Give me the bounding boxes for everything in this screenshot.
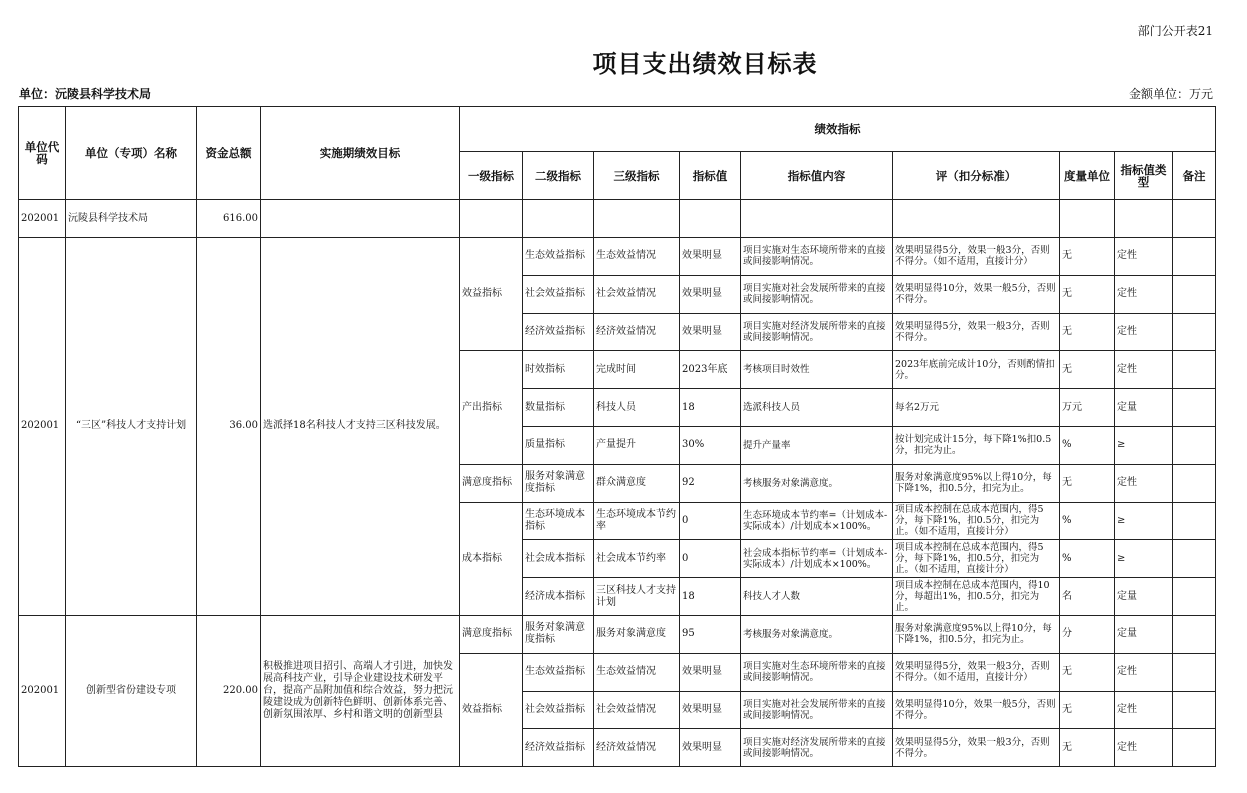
indicator-value: 18: [680, 578, 741, 616]
indicator-measure: 分: [1060, 615, 1115, 653]
indicator-remark: [1173, 351, 1216, 389]
indicator-measure: %: [1060, 540, 1115, 578]
indicator-measure: 无: [1060, 729, 1115, 767]
indicator-criteria: 项目成本控制在总成本范围内，得10分，每超出1%，扣0.5分，扣完为止。: [893, 578, 1060, 616]
indicator-criteria: 效果明显得5分，效果一般3分，否则不得分。（如不适用，直接计分）: [893, 653, 1060, 691]
indicator-remark: [1173, 389, 1216, 427]
indicator-measure: 无: [1060, 238, 1115, 276]
col-measure: 度量单位: [1060, 152, 1115, 200]
indicator-content: 考核项目时效性: [741, 351, 893, 389]
summary-total: 616.00: [197, 200, 261, 238]
indicator-vtype: ≥: [1115, 540, 1173, 578]
indicator-remark: [1173, 313, 1216, 351]
indicator-value: 效果明显: [680, 691, 741, 729]
indicator-criteria: 效果明显得5分，效果一般3分，否则不得分。: [893, 729, 1060, 767]
indicator-level2: 社会效益指标: [523, 691, 594, 729]
indicator-level2: 质量指标: [523, 426, 594, 464]
project-goal: 选派择18名科技人才支持三区科技发展。: [261, 238, 460, 616]
indicator-criteria: 项目成本控制在总成本范围内，得5分，每下降1%，扣0.5分，扣完为止。（如不适用，直接计分）: [893, 502, 1060, 540]
col-vtype: 指标值类型: [1115, 152, 1173, 200]
indicator-level2: 数量指标: [523, 389, 594, 427]
indicator-content: 生态环境成本节约率=（计划成本-实际成本）/计划成本×100%。: [741, 502, 893, 540]
indicator-value: 效果明显: [680, 238, 741, 276]
col-l1: 一级指标: [460, 152, 523, 200]
indicator-level2: 社会成本指标: [523, 540, 594, 578]
indicator-level3: 完成时间: [594, 351, 680, 389]
col-indicators: 绩效指标: [460, 107, 1216, 152]
project-code: 202001: [19, 238, 66, 616]
summary-name: 沅陵县科学技术局: [66, 200, 197, 238]
money-unit-label: 金额单位：万元: [1128, 87, 1213, 101]
col-total: 资金总额: [197, 107, 261, 200]
indicator-level3: 服务对象满意度: [594, 615, 680, 653]
indicator-level3: 群众满意度: [594, 464, 680, 502]
indicator-content: 项目实施对社会发展所带来的直接或间接影响情况。: [741, 691, 893, 729]
indicator-remark: [1173, 615, 1216, 653]
indicator-value: 30%: [680, 426, 741, 464]
indicator-measure: %: [1060, 426, 1115, 464]
indicator-level2: 生态效益指标: [523, 653, 594, 691]
indicator-measure: 名: [1060, 578, 1115, 616]
indicator-level3: 生态环境成本节约率: [594, 502, 680, 540]
indicator-value: 18: [680, 389, 741, 427]
project-total: 220.00: [197, 615, 261, 766]
indicator-remark: [1173, 238, 1216, 276]
indicator-content: 考核服务对象满意度。: [741, 615, 893, 653]
col-name: 单位（专项）名称: [66, 107, 197, 200]
indicator-value: 2023年底: [680, 351, 741, 389]
summary-code: 202001: [19, 200, 66, 238]
indicator-content: 科技人才人数: [741, 578, 893, 616]
indicator-value: 92: [680, 464, 741, 502]
indicator-criteria: 效果明显得5分，效果一般3分，否则不得分。: [893, 313, 1060, 351]
indicator-level3: 经济效益情况: [594, 313, 680, 351]
project-total: 36.00: [197, 238, 261, 616]
col-goal: 实施期绩效目标: [261, 107, 460, 200]
indicator-measure: 万元: [1060, 389, 1115, 427]
indicator-remark: [1173, 653, 1216, 691]
indicator-level1: 产出指标: [460, 351, 523, 464]
col-l2: 二级指标: [523, 152, 594, 200]
indicator-content: 社会成本指标节约率=（计划成本-实际成本）/计划成本×100%。: [741, 540, 893, 578]
indicator-remark: [1173, 578, 1216, 616]
indicator-criteria: 项目成本控制在总成本范围内，得5分，每下降1%，扣0.5分，扣完为止。（如不适用，直接计分）: [893, 540, 1060, 578]
indicator-row: [19, 238, 1216, 276]
indicator-level1: 满意度指标: [460, 615, 523, 653]
indicator-row: [19, 615, 1216, 653]
project-code: 202001: [19, 615, 66, 766]
indicator-value: 效果明显: [680, 653, 741, 691]
indicator-measure: 无: [1060, 691, 1115, 729]
indicator-content: 项目实施对生态环境所带来的直接或间接影响情况。: [741, 653, 893, 691]
indicator-content: 项目实施对经济发展所带来的直接或间接影响情况。: [741, 313, 893, 351]
indicator-vtype: 定性: [1115, 313, 1173, 351]
form-number: 部门公开表21: [1137, 24, 1213, 38]
indicator-content: 项目实施对生态环境所带来的直接或间接影响情况。: [741, 238, 893, 276]
indicator-level3: 社会成本节约率: [594, 540, 680, 578]
page-title: 项目支出绩效目标表: [592, 50, 818, 78]
indicator-vtype: 定性: [1115, 729, 1173, 767]
indicator-level2: 服务对象满意度指标: [523, 615, 594, 653]
indicator-criteria: 效果明显得10分，效果一般5分，否则不得分。: [893, 691, 1060, 729]
col-content: 指标值内容: [741, 152, 893, 200]
indicator-value: 95: [680, 615, 741, 653]
indicator-vtype: ≥: [1115, 426, 1173, 464]
indicator-level3: 社会效益情况: [594, 275, 680, 313]
indicator-vtype: 定性: [1115, 351, 1173, 389]
indicator-measure: 无: [1060, 464, 1115, 502]
indicator-vtype: 定性: [1115, 275, 1173, 313]
indicator-measure: 无: [1060, 313, 1115, 351]
project-name: 创新型省份建设专项: [66, 615, 197, 766]
indicator-level1: 效益指标: [460, 238, 523, 351]
unit-label: 单位：沅陵县科学技术局: [19, 87, 152, 101]
indicator-remark: [1173, 464, 1216, 502]
indicator-measure: 无: [1060, 275, 1115, 313]
indicator-vtype: 定性: [1115, 691, 1173, 729]
indicator-level3: 生态效益情况: [594, 653, 680, 691]
indicator-vtype: 定量: [1115, 389, 1173, 427]
indicator-level2: 生态效益指标: [523, 238, 594, 276]
indicator-vtype: 定量: [1115, 615, 1173, 653]
indicator-content: 项目实施对经济发展所带来的直接或间接影响情况。: [741, 729, 893, 767]
indicator-remark: [1173, 275, 1216, 313]
indicator-remark: [1173, 691, 1216, 729]
indicator-level1: 成本指标: [460, 502, 523, 615]
indicator-level3: 三区科技人才支持计划: [594, 578, 680, 616]
indicator-vtype: 定性: [1115, 238, 1173, 276]
indicator-level3: 生态效益情况: [594, 238, 680, 276]
indicator-value: 0: [680, 502, 741, 540]
indicator-criteria: 2023年底前完成计10分，否则酌情扣分。: [893, 351, 1060, 389]
project-goal: 积极推进项目招引、高端人才引进，加快发展高科技产业，引导企业建设技术研发平台，提高产品附加值和综合效益，努力把沅陵建设成为创新特色鲜明、创新体系完善、创新氛围浓厚、乡村和谐文明的创新型县: [261, 615, 460, 766]
indicator-criteria: 每名2万元: [893, 389, 1060, 427]
indicator-content: 项目实施对社会发展所带来的直接或间接影响情况。: [741, 275, 893, 313]
indicator-level3: 科技人员: [594, 389, 680, 427]
indicator-measure: 无: [1060, 351, 1115, 389]
indicator-criteria: 按计划完成计15分，每下降1%扣0.5分，扣完为止。: [893, 426, 1060, 464]
indicator-content: 选派科技人员: [741, 389, 893, 427]
col-l3: 三级指标: [594, 152, 680, 200]
indicator-content: 提升产量率: [741, 426, 893, 464]
indicator-remark: [1173, 426, 1216, 464]
indicator-level2: 社会效益指标: [523, 275, 594, 313]
indicator-value: 0: [680, 540, 741, 578]
indicator-level2: 经济成本指标: [523, 578, 594, 616]
indicator-vtype: 定量: [1115, 578, 1173, 616]
indicator-remark: [1173, 540, 1216, 578]
indicator-criteria: 服务对象满意度95%以上得10分，每下降1%，扣0.5分，扣完为止。: [893, 615, 1060, 653]
indicator-criteria: 服务对象满意度95%以上得10分，每下降1%，扣0.5分，扣完为止。: [893, 464, 1060, 502]
project-name: “三区”科技人才支持计划: [66, 238, 197, 616]
summary-row: [19, 200, 1216, 238]
indicator-level1: 满意度指标: [460, 464, 523, 502]
indicator-level3: 社会效益情况: [594, 691, 680, 729]
col-code: 单位代码: [19, 107, 66, 200]
indicator-value: 效果明显: [680, 313, 741, 351]
col-criteria: 评（扣分标准）: [893, 152, 1060, 200]
indicator-remark: [1173, 502, 1216, 540]
indicator-level3: 经济效益情况: [594, 729, 680, 767]
performance-table: [18, 106, 1216, 767]
indicator-vtype: 定性: [1115, 464, 1173, 502]
indicator-criteria: 效果明显得10分，效果一般5分，否则不得分。: [893, 275, 1060, 313]
indicator-remark: [1173, 729, 1216, 767]
indicator-level2: 经济效益指标: [523, 313, 594, 351]
indicator-vtype: ≥: [1115, 502, 1173, 540]
indicator-value: 效果明显: [680, 729, 741, 767]
indicator-content: 考核服务对象满意度。: [741, 464, 893, 502]
indicator-level2: 时效指标: [523, 351, 594, 389]
indicator-measure: %: [1060, 502, 1115, 540]
indicator-level1: 效益指标: [460, 653, 523, 766]
indicator-criteria: 效果明显得5分，效果一般3分，否则不得分。（如不适用，直接计分）: [893, 238, 1060, 276]
indicator-measure: 无: [1060, 653, 1115, 691]
indicator-level2: 服务对象满意度指标: [523, 464, 594, 502]
col-remark: 备注: [1173, 152, 1216, 200]
col-value: 指标值: [680, 152, 741, 200]
indicator-value: 效果明显: [680, 275, 741, 313]
indicator-vtype: 定性: [1115, 653, 1173, 691]
indicator-level2: 经济效益指标: [523, 729, 594, 767]
indicator-level2: 生态环境成本指标: [523, 502, 594, 540]
indicator-level3: 产量提升: [594, 426, 680, 464]
